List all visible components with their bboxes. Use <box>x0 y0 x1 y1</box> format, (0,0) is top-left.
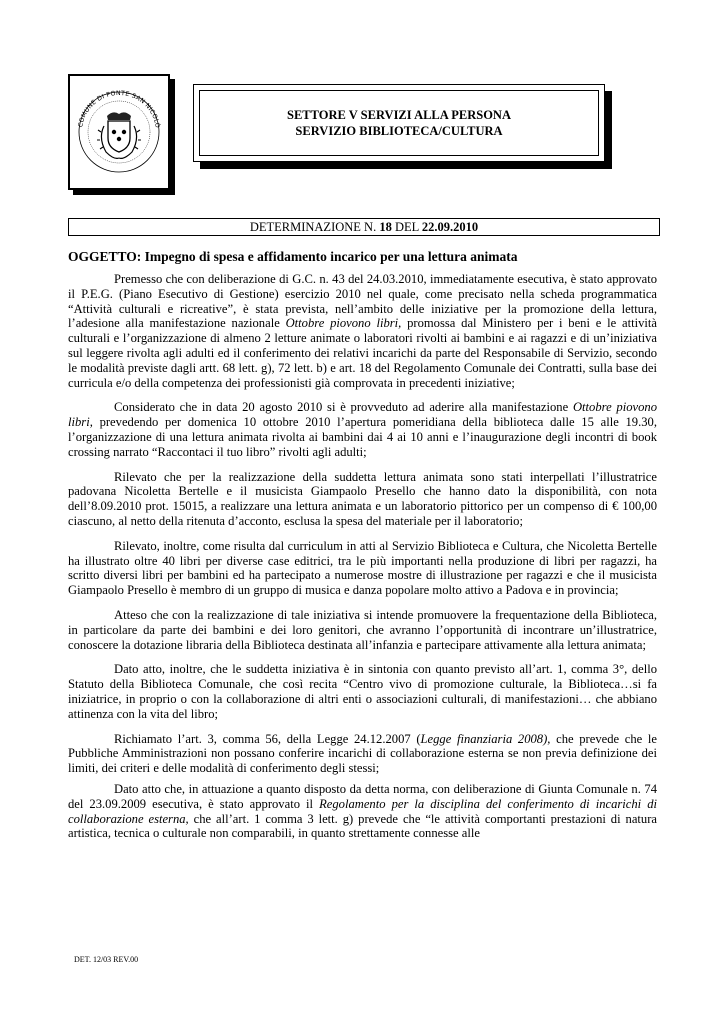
svg-text:COMUNE DI PONTE SAN NICOLÒ <box>77 90 162 129</box>
paragraph-italic: Legge finanziaria 2008) <box>420 731 548 746</box>
paragraph-text: Rilevato che per la realizzazione della suddetta lettura animata sono stati interpellati l’illustratrice padovana Nicoletta Bertelle e il musicista Giampaolo Presello che hanno dato la disponibilità, con nota dell’8.09.2010 prot. 15015, a realizzare una lettura animata e un laboratorio pittorico per un compenso di € 100,00 ciascuno, al netto della ritenuta d’acconto, esclusa la spesa del materiale per il laboratorio; <box>68 469 657 528</box>
service-name: SERVIZIO BIBLIOTECA/CULTURA <box>295 124 503 138</box>
paragraph-considerato <box>68 400 657 459</box>
crest-icon <box>70 76 168 188</box>
determination-number-bar <box>68 218 660 236</box>
paragraph-atteso <box>68 608 657 652</box>
paragraph-italic: Ottobre piovono libri, <box>285 316 402 331</box>
paragraph-text: Considerato che in data 20 agosto 2010 si è provveduto ad aderire alla manifestazione <box>114 400 573 415</box>
paragraph-text: Dato atto, inoltre, che le suddetta iniziativa è in sintonia con quanto previsto all’art. 1, comma 3°, dello Statuto della Biblioteca Comunale, che così recita “Centro vivo di promozione culturale, la Biblioteca…si fa iniziatrice, in proprio o con la collaborazione di altri enti o associazioni culturali, di manifestazioni… che abbiano attinenza con la vita del libro; <box>68 662 657 721</box>
paragraph-text: Atteso che con la realizzazione di tale iniziativa si intende promuovere la frequentazione della Biblioteca, in particolare da parte dei bambini e dei loro genitori, che avranno l’opportunità di incontrare un’illustratrice, conoscere la dotazione libraria della Biblioteca destinata all’infanzia e partecipare attivamente alla lettura animata; <box>68 607 657 652</box>
paragraph-text: Richiamato l’art. 3, comma 56, della Legge 24.12.2007 ( <box>114 731 421 746</box>
paragraph-italic: Regolamento per la disciplina del conferimento di incarichi di collaborazione esterna, <box>68 796 657 826</box>
determination-number: 18 <box>379 220 392 234</box>
paragraph-italic: Ottobre piovono libri, <box>68 400 657 430</box>
paragraph-premesso <box>68 272 657 390</box>
paragraph-dato-atto <box>68 782 657 841</box>
paragraph-text: prevedendo per domenica 10 ottobre 2010 l’apertura pomeridiana della biblioteca dalle 15 alle 19.30, l’organizzazione di una lettura animata rivolta ai bambini dai 4 ai 10 anni e l’inaugurazione degli incontri di book crossing narrato “Raccontaci il tuo libro” rivolti agli adulti; <box>68 415 657 459</box>
paragraph-text: che all’art. 1 comma 3 lett. g) prevede che “le attività comportanti prestazioni di natura artistica, tecnica o culturale non comparabili, in quanto strettamente connesse alle <box>68 811 657 841</box>
department-name: SETTORE V SERVIZI ALLA PERSONA <box>287 108 511 122</box>
crest-ring-text: COMUNE DI PONTE SAN NICOLÒ <box>77 89 161 129</box>
subject-label: OGGETTO: <box>68 249 145 264</box>
paragraph-text: Dato atto che, in attuazione a quanto disposto da detta norma, con deliberazione di Giunta Comunale n. 74 del 23.09.2009 esecutiva, è stato approvato il <box>68 781 657 811</box>
department-header <box>193 84 605 162</box>
subject-text: Impegno di spesa e affidamento incarico per una lettura animata <box>144 249 518 264</box>
subject-line <box>68 248 658 266</box>
paragraph-dato-atto-inoltre <box>68 662 657 721</box>
paragraph-text: Rilevato, inoltre, come risulta dal curriculum in atti al Servizio Biblioteca e Cultura, che Nicoletta Bertelle ha illustrato oltre 40 libri per diverse case editrici, tra le più importanti nella produzione di libri per ragazzi, ha scritto diversi libri per bambini ed ha partecipato a numerose mostre di illustrazione per ragazzi e che il musicista Giampaolo Presello è membro di un gruppo di musica e danza popolare molto attivo a Padova e in provincia; <box>68 538 657 598</box>
document-revision-footer: DET. 12/03 REV.00 <box>74 955 139 964</box>
paragraph-richiamato <box>68 732 657 776</box>
paragraph-rilevato <box>68 470 657 529</box>
determination-prefix: DETERMINAZIONE N. <box>249 220 380 234</box>
determination-del-label: DEL <box>391 220 422 234</box>
municipal-crest-logo <box>68 74 170 190</box>
determination-date: 22.09.2010 <box>421 220 479 234</box>
paragraph-text: Premesso che con deliberazione di G.C. n. 43 del 24.03.2010, immediatamente esecutiva, è stato approvato il P.E.G. (Piano Esecutivo di Gestione) esercizio 2010 nel quale, come precisato nella scheda programmatica “Attività culturali e ricreative”, è stata prevista, nell’ambito delle iniziative per la promozione della lettura, l’adesione alla manifestazione nazionale <box>68 272 657 331</box>
paragraph-rilevato-inoltre <box>68 539 657 598</box>
department-header-inner <box>199 90 599 156</box>
paragraph-text: , che prevede che le Pubbliche Amministrazioni non possano conferire incarichi di collaborazione esterna se non previa definizione dei limiti, dei criteri e delle modalità di conferimento degli stessi; <box>68 731 657 776</box>
paragraph-text: promossa dal Ministero per i beni e le attività culturali e l’organizzazione di almeno 2 letture animate o laboratori rivolti ai bambini e ai ragazzi e di un’iniziativa sul leggere rivolta agli adulti ed il conferimento dei relativi incarichi da parte del Responsabile di Servizio, secondo le modalità previste dagli artt. 68 lett. g), 72 lett. b) e art. 18 del Regolamento Comunale dei Contratti, sulla base dei curricula e/o della competenza dei professionisti già comprovata in precedenti iniziative; <box>68 316 657 390</box>
document-body <box>68 272 657 851</box>
